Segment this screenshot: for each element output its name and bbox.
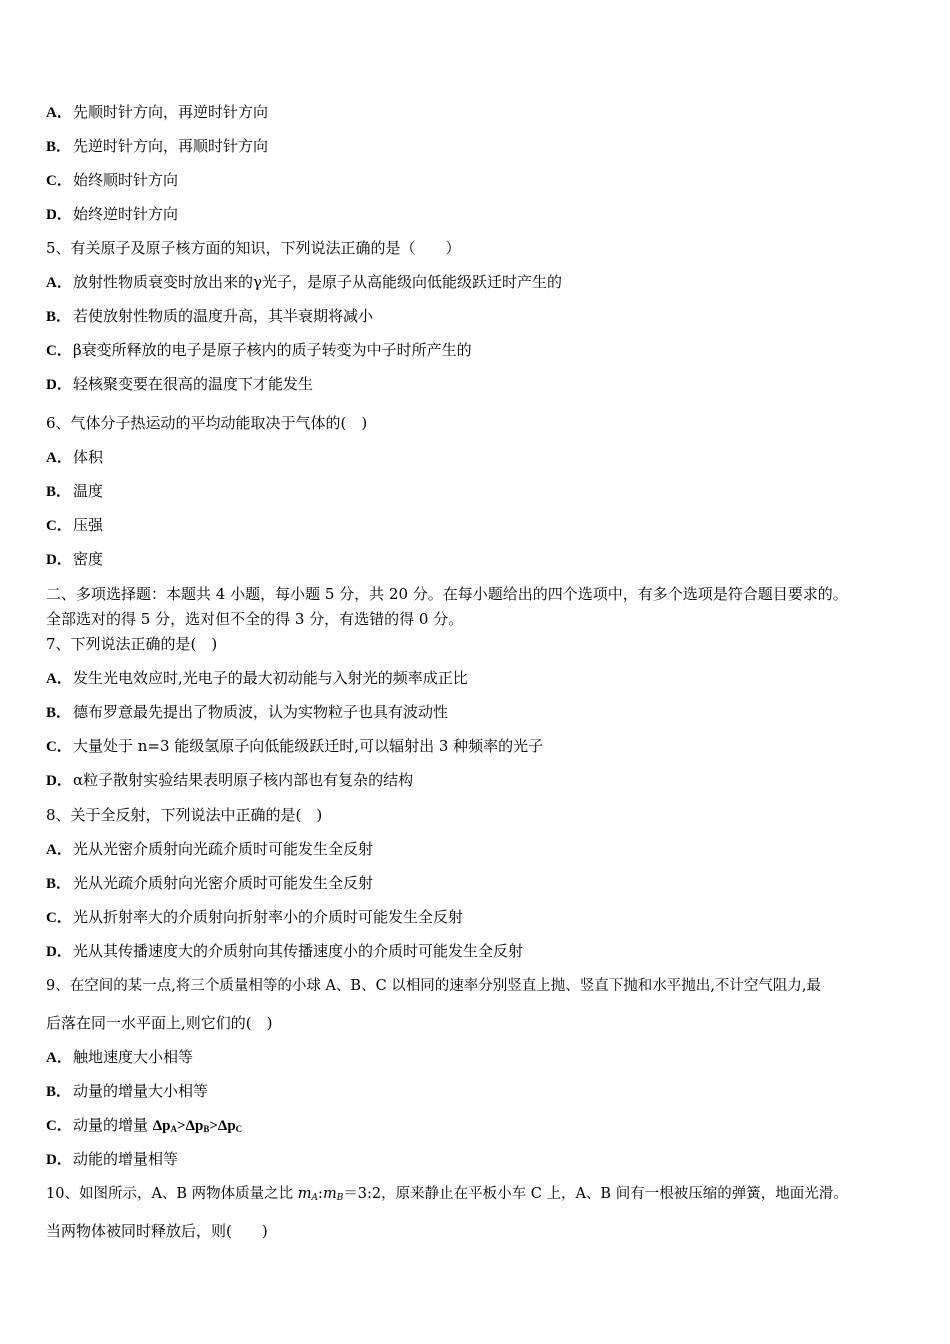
q6-title: 6、气体分子热运动的平均动能取决于气体的( ) — [46, 414, 368, 432]
q8-title: 8、关于全反射，下列说法中正确的是( ) — [46, 806, 323, 824]
q9-option-c: C．动量的增量 $\Delta p_A>\Delta p_B>\Delta p_C$ — [46, 1116, 243, 1134]
q5-option-c: C．β衰变所释放的电子是原子核内的质子转变为中子时所产生的 — [46, 341, 472, 359]
q6-option-d: D．密度 — [46, 550, 104, 568]
q10-title-line1: 10、如图所示，A、B 两物体质量之比 $m_A:m_B=3:2$，原来静止在平板小车 C 上，A、B 间有一根被压缩的弹簧，地面光滑。 — [46, 1186, 848, 1203]
section2-line1: 二、多项选择题：本题共 4 小题，每小题 5 分，共 20 分。在每小题给出的四个选项中，有多个选项是符合题目要求的。 — [46, 585, 848, 603]
q5-option-a: A．放射性物质衰变时放出来的γ光子，是原子从高能级向低能级跃迁时产生的 — [46, 273, 562, 291]
q8-option-c: C．光从折射率大的介质射向折射率小的介质时可能发生全反射 — [46, 908, 464, 926]
q7-option-c: C．大量处于 n=3 能级氢原子向低能级跃迁时,可以辐射出 3 种频率的光子 — [46, 737, 544, 755]
q5-option-b: B． 若使放射性物质的温度升高，其半衰期将减小 — [46, 307, 374, 325]
q8-option-d: D．光从其传播速度大的介质射向其传播速度小的介质时可能发生全反射 — [46, 942, 524, 960]
q5-option-d: D．轻核聚变要在很高的温度下才能发生 — [46, 375, 314, 393]
q7-title: 7、下列说法正确的是( ) — [46, 635, 218, 653]
delta-p-a: $\Delta p_A>\Delta p_B>\Delta p_C$ — [152, 1118, 243, 1134]
q9-title-line2: 后落在同一水平面上,则它们的( ) — [46, 1014, 273, 1032]
q7-option-b: B． 德布罗意最先提出了物质波，认为实物粒子也具有波动性 — [46, 703, 449, 721]
section2-line2: 全部选对的得 5 分，选对但不全的得 3 分，有选错的得 0 分。 — [46, 610, 464, 628]
q8-option-b: B． 光从光疏介质射向光密介质时可能发生全反射 — [46, 874, 374, 892]
q9-option-a: A．触地速度大小相等 — [46, 1048, 194, 1066]
q6-option-c: C．压强 — [46, 516, 104, 534]
q9-option-d: D．动能的增量相等 — [46, 1150, 179, 1168]
q4-option-a: A．先顺时针方向，再逆时针方向 — [46, 103, 269, 121]
q10-title-line2: 当两物体被同时释放后，则( ) — [46, 1222, 268, 1240]
q9-title-line1: 9、在空间的某一点,将三个质量相等的小球 A、B、C 以相同的速率分别竖直上抛、竖直下抛和水平抛出,不计空气阻力,最 — [46, 978, 821, 994]
q8-option-a: A．光从光密介质射向光疏介质时可能发生全反射 — [46, 840, 374, 858]
q7-option-d: D．α粒子散射实验结果表明原子核内部也有复杂的结构 — [46, 771, 414, 789]
q9-option-b: B． 动量的增量大小相等 — [46, 1082, 209, 1100]
q7-option-a: A．发生光电效应时,光电子的最大初动能与入射光的频率成正比 — [46, 669, 468, 687]
q6-option-a: A．体积 — [46, 448, 104, 466]
q5-title: 5、有关原子及原子核方面的知识，下列说法正确的是（ ） — [46, 239, 461, 257]
q6-option-b: B． 温度 — [46, 482, 104, 500]
q4-option-b: B． 先逆时针方向，再顺时针方向 — [46, 137, 269, 155]
q4-option-d: D．始终逆时针方向 — [46, 205, 179, 223]
q4-option-c: C．始终顺时针方向 — [46, 171, 179, 189]
